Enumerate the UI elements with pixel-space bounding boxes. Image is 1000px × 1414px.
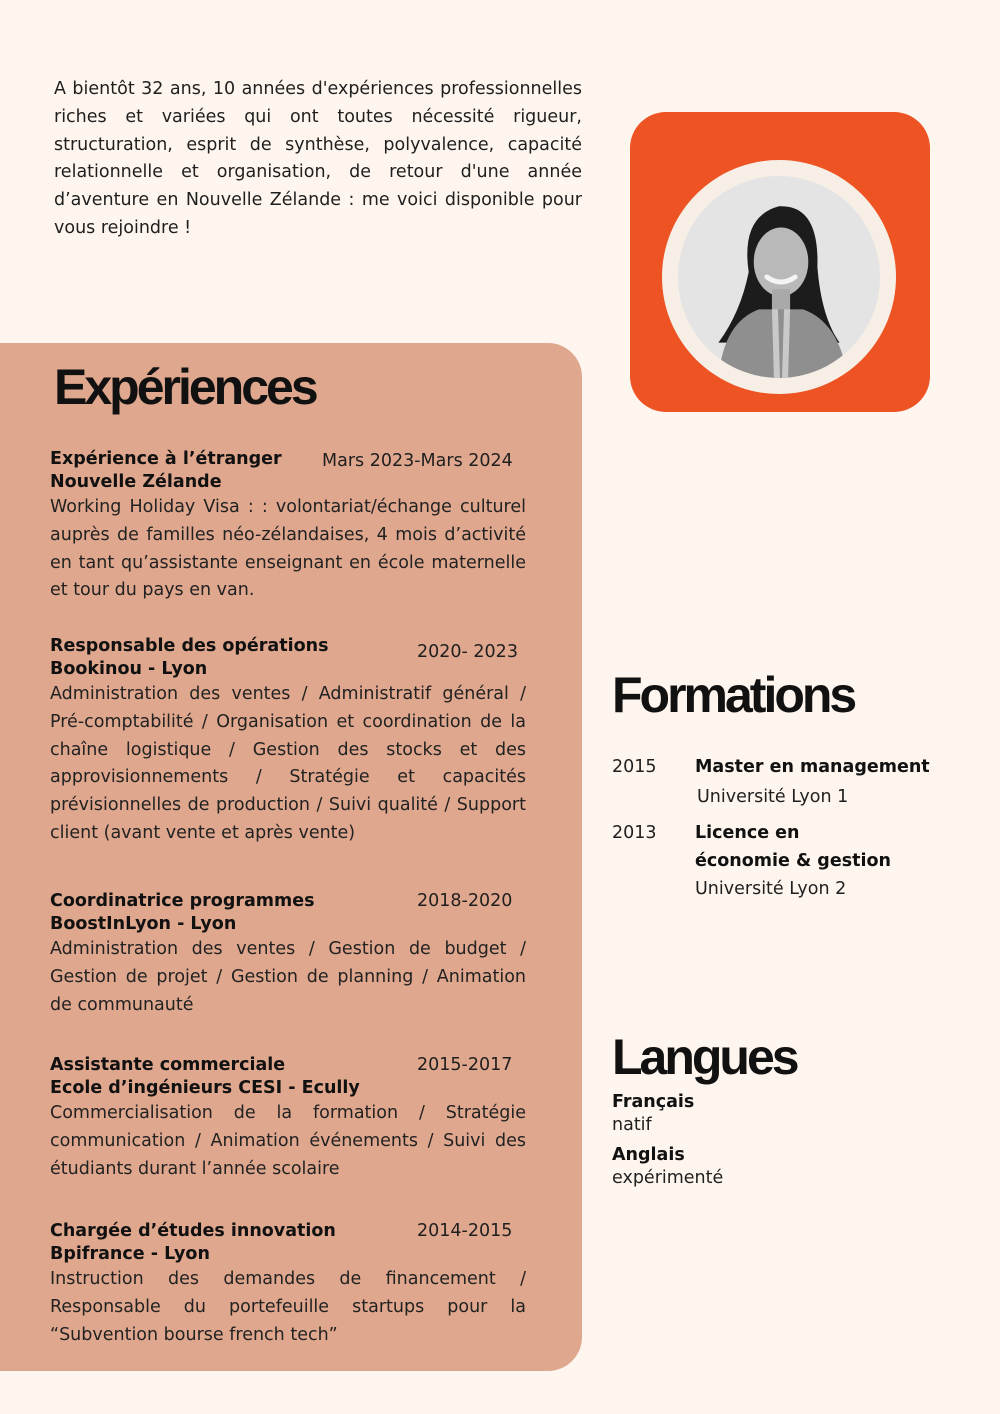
language-item — [612, 1144, 912, 1190]
job-date: 2015-2017 — [417, 1055, 513, 1075]
job-description: Commercialisation de la formation / Stratégie communication / Animation événements / Suivi des étudiants durant l’année scolaire — [50, 1103, 526, 1179]
formation-item — [612, 753, 952, 813]
language-item — [612, 1091, 912, 1137]
experience-item — [50, 1054, 526, 1183]
profile-photo-card — [630, 112, 930, 412]
job-description: Administration des ventes / Gestion de budget / Gestion de projet / Gestion de planning / Animation de communauté — [50, 939, 526, 1015]
job-date: 2014-2015 — [417, 1221, 513, 1241]
langues-title: Langues — [612, 1029, 797, 1085]
job-role: Responsable des opérations — [50, 636, 329, 656]
formation-degree: Licence en économie & gestion — [695, 823, 891, 871]
profile-photo — [678, 176, 880, 378]
job-organization: BoostInLyon - Lyon — [50, 914, 237, 934]
experience-item — [50, 448, 526, 605]
job-description: Administration des ventes / Administratif général / Pré-comptabilité / Organisation et coordination de la chaîne logistique / Gestion des stocks et des approvisionnements / Stratégie et capacités prévisionnelles de production / Suivi qualité / Support client (avant vente et après vente) — [50, 684, 526, 843]
job-organization: Nouvelle Zélande — [50, 472, 222, 492]
job-organization: Ecole d’ingénieurs CESI - Ecully — [50, 1078, 360, 1098]
experiences-title: Expériences — [54, 359, 316, 415]
job-role: Chargée d’études innovation — [50, 1221, 336, 1241]
job-role: Expérience à l’étranger — [50, 449, 282, 469]
formation-item — [612, 819, 952, 909]
job-role: Coordinatrice programmes — [50, 891, 315, 911]
experience-item — [50, 1220, 526, 1349]
job-date: 2020- 2023 — [417, 642, 518, 662]
experience-item — [50, 635, 526, 848]
job-organization: Bpifrance - Lyon — [50, 1244, 210, 1264]
formation-year: 2015 — [612, 757, 657, 777]
job-description: Working Holiday Visa : : volontariat/échange culturel auprès de familles néo-zélandaises, 4 mois d’activité en tant qu’assistante enseignant en école maternelle et tour du pays en van. — [50, 497, 526, 601]
job-description: Instruction des demandes de financement / Responsable du portefeuille startups pour la “Subvention bourse french tech” — [50, 1269, 526, 1345]
formations-title: Formations — [612, 667, 855, 723]
language-name: Anglais — [612, 1145, 685, 1165]
profile-photo-ring — [662, 160, 896, 394]
formation-year: 2013 — [612, 823, 657, 843]
job-role: Assistante commerciale — [50, 1055, 286, 1075]
language-level: natif — [612, 1115, 652, 1135]
job-date: Mars 2023-Mars 2024 — [322, 451, 513, 471]
formation-school: Université Lyon 1 — [697, 787, 849, 807]
language-name: Français — [612, 1092, 695, 1112]
experience-item — [50, 890, 526, 1019]
intro-paragraph: A bientôt 32 ans, 10 années d'expériences professionnelles riches et variées qui ont toutes nécessité rigueur, structuration, esprit de synthèse, polyvalence, capacité relationnelle et organisation, de retour d'une année d’aventure en Nouvelle Zélande : me voici disponible pour vous rejoindre ! — [54, 79, 582, 238]
formation-degree: Master en management — [695, 757, 930, 777]
job-organization: Bookinou - Lyon — [50, 659, 208, 679]
portrait-image — [678, 176, 880, 378]
language-level: expérimenté — [612, 1168, 724, 1188]
job-date: 2018-2020 — [417, 891, 513, 911]
formation-school: Université Lyon 2 — [695, 879, 847, 899]
